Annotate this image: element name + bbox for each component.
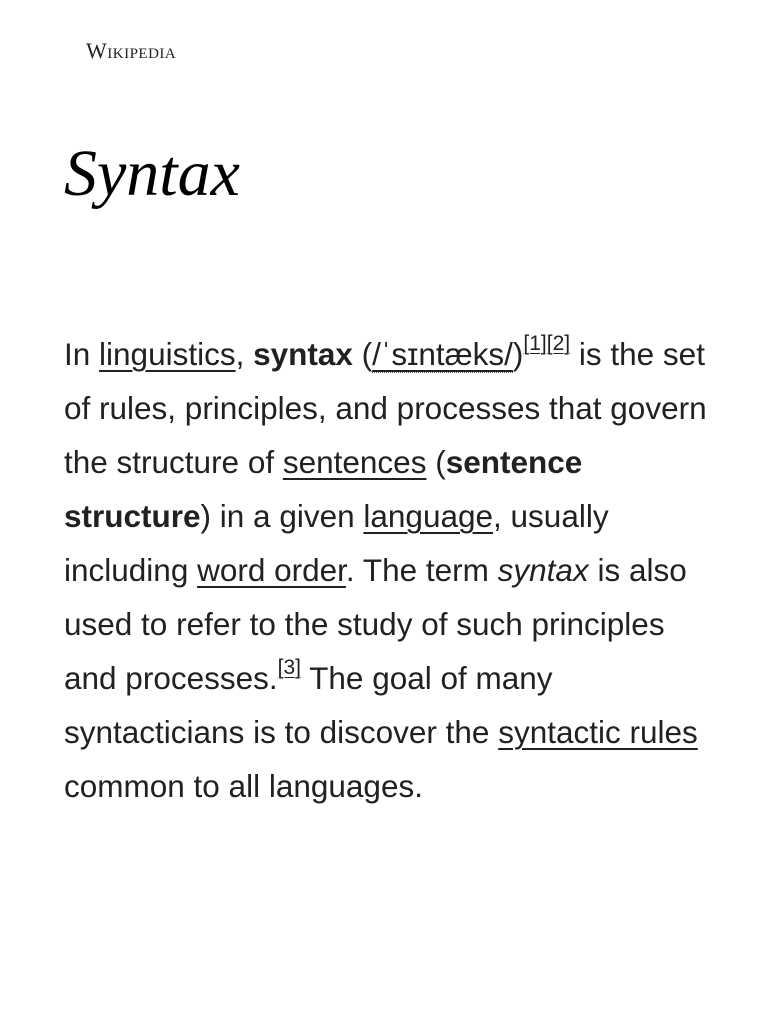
reference-1 (523, 332, 546, 355)
bold-term-sentence-structure: sentence structure (64, 444, 583, 534)
italic-term-syntax: syntax (497, 552, 589, 588)
intro-text: ) (512, 336, 524, 372)
reference-link-3[interactable]: [3] (277, 656, 301, 679)
intro-text: The goal of many syntacticians is to discover the (64, 660, 553, 750)
ipa-text: /ˈsɪntæks/ (372, 336, 513, 372)
link-syntactic-rules[interactable]: syntactic rules (498, 714, 698, 750)
intro-text: common to all languages. (64, 768, 423, 804)
link-sentences[interactable]: sentences (282, 444, 427, 480)
intro-text: ( (352, 336, 373, 372)
intro-text: ) in a given (200, 498, 364, 534)
intro-text: , usually including (64, 498, 609, 588)
intro-text: is also used to refer to the study of such principles and processes. (64, 552, 687, 696)
reference-link-2[interactable]: [2] (546, 332, 571, 355)
reference-2 (547, 332, 570, 355)
page-title: Syntax (64, 137, 240, 210)
link-linguistics[interactable]: linguistics (99, 336, 236, 372)
intro-text: . The term (345, 552, 498, 588)
link-language[interactable]: language (363, 498, 494, 534)
reference-link-1[interactable]: [1] (523, 332, 547, 355)
wikipedia-wordmark[interactable]: Wikipedia (86, 38, 177, 63)
article-intro-paragraph (64, 327, 714, 813)
intro-text: In (64, 336, 100, 372)
bold-term-syntax: syntax (253, 336, 353, 372)
link-word-order[interactable]: word order (197, 552, 346, 588)
intro-text: ( (426, 444, 446, 480)
ipa-pronunciation-link[interactable] (372, 336, 513, 373)
reference-3 (278, 656, 301, 679)
intro-text: , (235, 336, 254, 372)
intro-text: is the set of rules, principles, and processes that govern the structure of (64, 336, 707, 480)
